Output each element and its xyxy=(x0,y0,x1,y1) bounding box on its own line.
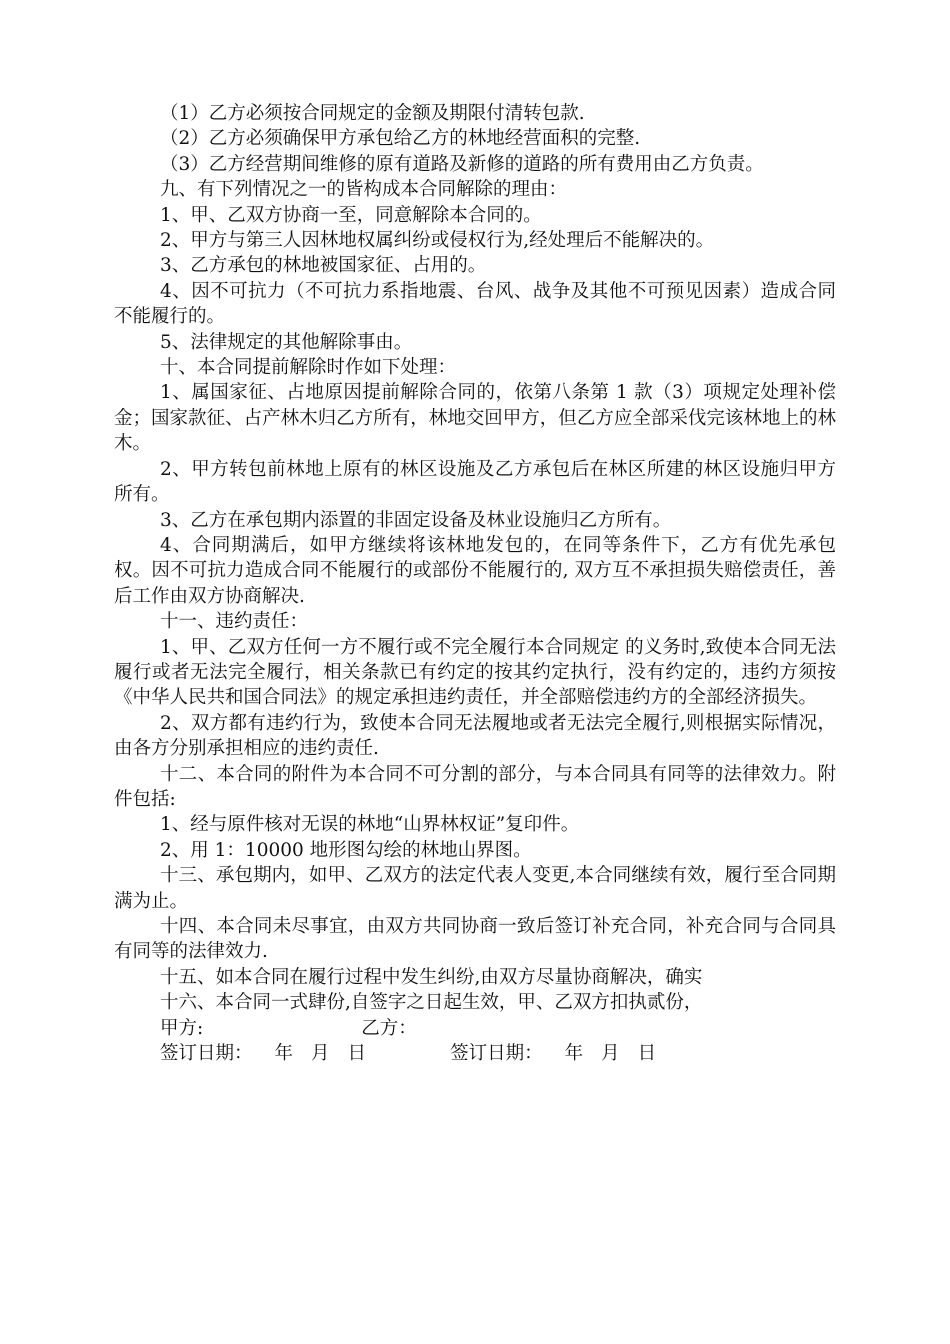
section-12-item-2: 2、用 1：10000 地形图勾绘的林地山界图。 xyxy=(160,839,532,861)
date-label-b: 签订日期： xyxy=(450,1043,543,1065)
clause-area-integrity: （2）乙方必须确保甲方承包给乙方的林地经营面积的完整. xyxy=(160,128,641,150)
section-10-item-1: 1、属国家征、占地原因提前解除合同的，依第八条第 1 款（3）项规定处理补偿金；国家款征、占产林木归乙方所有，林地交回甲方，但乙方应全部采伐完该林地上的林木。 xyxy=(114,382,836,455)
section-9-item-1: 1、甲、乙双方协商一至，同意解除本合同的。 xyxy=(160,204,542,226)
signature-parties-line xyxy=(114,1016,836,1041)
year-b: 年 xyxy=(564,1043,584,1065)
month-a: 月 xyxy=(311,1043,330,1065)
party-b-label: 乙方： xyxy=(361,1017,417,1039)
section-12-item-1: 1、经与原件核对无误的林地“山界林权证”复印件。 xyxy=(160,814,580,836)
section-11-item-2: 2、双方都有违约行为，致使本合同无法履地或者无法完全履行,则根据实际情况，由各方分别承担相应的违约责任. xyxy=(114,712,836,760)
contract-page xyxy=(114,101,836,1066)
month-b: 月 xyxy=(601,1043,620,1065)
section-16: 十六、本合同一式肆份,自签字之日起生效，甲、乙双方扣执贰份， xyxy=(160,992,703,1014)
section-14: 十四、本合同未尽事宜，由双方共同协商一致后签订补充合同，补充合同与合同具有同等的法律效力. xyxy=(114,916,836,963)
section-9-item-5: 5、法律规定的其他解除事由。 xyxy=(160,331,413,353)
section-10-item-4: 4、合同期满后，如甲方继续将该林地发包的，在同等条件下，乙方有优先承包权。因不可抗力造成合同不能履行的或部份不能履行的, 双方互不承担损失赔偿责任，善后工作由双方协商解决. xyxy=(114,534,836,607)
section-10-item-3: 3、乙方在承包期内添置的非固定设备及林业设施归乙方所有。 xyxy=(160,509,672,531)
party-a-label: 甲方: xyxy=(160,1017,204,1039)
section-9-item-3: 3、乙方承包的林地被国家征、占用的。 xyxy=(160,255,487,277)
clause-road-costs: （3）乙方经营期间维修的原有道路及新修的道路的所有费用由乙方负责。 xyxy=(160,153,764,175)
section-9-heading: 九、有下列情况之一的皆构成本合同解除的理由： xyxy=(160,179,568,201)
clause-payment: （1）乙方必须按合同规定的金额及期限付清转包款. xyxy=(160,103,585,124)
section-9-item-2: 2、甲方与第三人因林地权属纠纷或侵权行为,经处理后不能解决的。 xyxy=(160,230,715,252)
year-a: 年 xyxy=(274,1043,294,1065)
section-11-heading: 十一、违约责任： xyxy=(160,611,309,633)
date-label-a: 签订日期： xyxy=(160,1043,253,1065)
section-13: 十三、承包期内，如甲、乙双方的法定代表人变更,本合同继续有效，履行至合同期满为止。 xyxy=(114,865,836,912)
day-a: 日 xyxy=(347,1043,367,1065)
section-10-heading: 十、本合同提前解除时作如下处理： xyxy=(160,357,457,379)
section-15: 十五、如本合同在履行过程中发生纠纷,由双方尽量协商解决，确实 xyxy=(160,966,703,988)
day-b: 日 xyxy=(637,1043,657,1065)
section-11-item-1: 1、甲、乙双方任何一方不履行或不完全履行本合同规定 的义务时,致使本合同无法履行或者无法完全履行，相关条款已有约定的按其约定执行，没有约定的，违约方须按《中华人民共和国合同法》的规定承担违约责任，并全部赔偿违约方的全部经济损失。 xyxy=(114,636,836,709)
section-9-item-4: 4、因不可抗力（不可抗力系指地震、台风、战争及其他不可预见因素）造成合同不能履行的。 xyxy=(114,280,836,328)
signature-dates-line xyxy=(114,1041,836,1066)
section-10-item-2: 2、甲方转包前林地上原有的林区设施及乙方承包后在林区所建的林区设施归甲方所有。 xyxy=(114,458,836,506)
section-12-heading: 十二、本合同的附件为本合同不可分割的部分，与本合同具有同等的法律效力。附件包括: xyxy=(114,763,836,810)
